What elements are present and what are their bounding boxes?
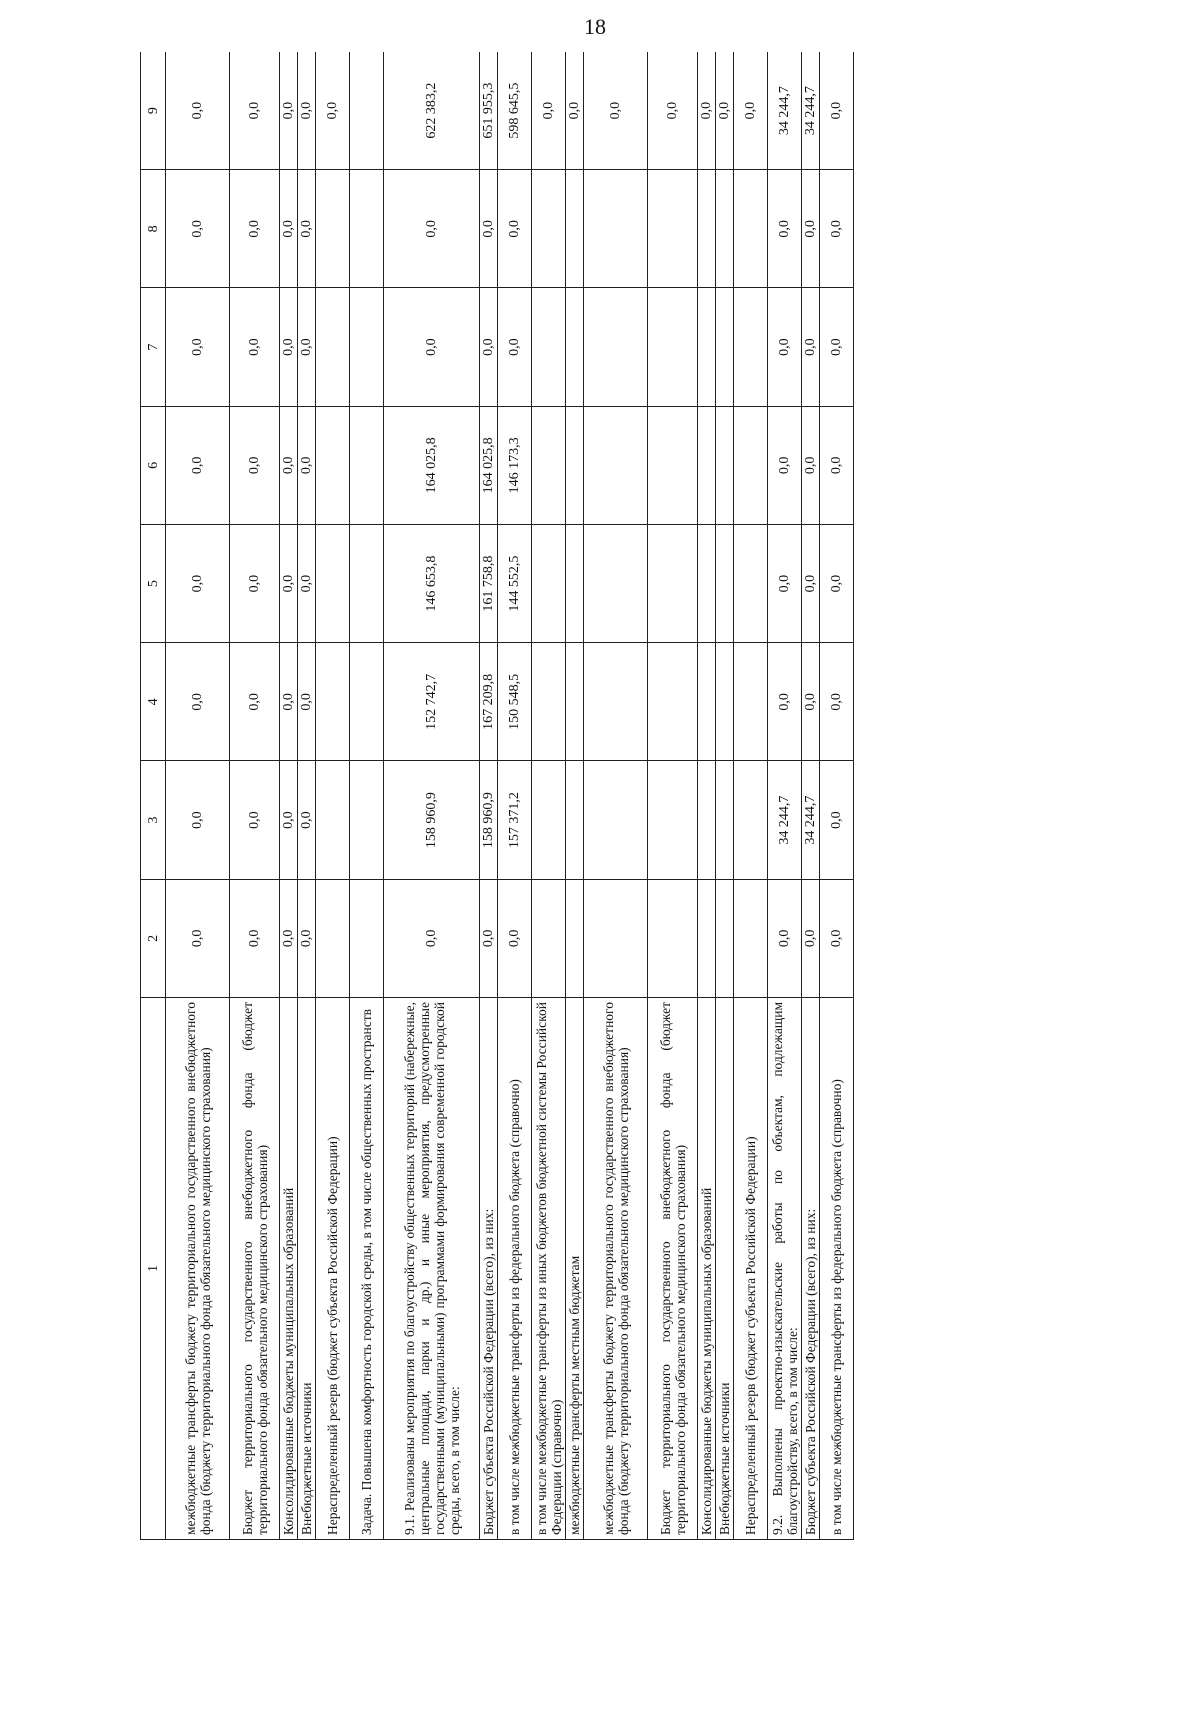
value-cell — [584, 288, 648, 406]
value-cell — [532, 879, 566, 997]
value-cell: 0,0 — [280, 879, 298, 997]
value-cell: 164 025,8 — [480, 406, 498, 524]
value-cell: 0,0 — [230, 879, 280, 997]
value-cell: 0,0 — [820, 288, 854, 406]
value-cell — [350, 288, 384, 406]
value-cell — [734, 643, 768, 761]
value-cell — [350, 879, 384, 997]
value-cell: 0,0 — [566, 52, 584, 170]
value-cell: 0,0 — [166, 170, 230, 288]
value-cell: 0,0 — [820, 170, 854, 288]
value-cell — [316, 170, 350, 288]
value-cell: 0,0 — [298, 406, 316, 524]
value-cell: 167 209,8 — [480, 643, 498, 761]
value-cell — [648, 761, 698, 879]
value-cell: 0,0 — [820, 406, 854, 524]
value-cell: 0,0 — [802, 879, 820, 997]
value-cell: 0,0 — [820, 879, 854, 997]
value-cell: 144 552,5 — [498, 525, 532, 643]
value-cell — [648, 288, 698, 406]
row-label: Нераспределенный резерв (бюджет субъекта Российской Федерации) — [316, 998, 350, 1540]
value-cell — [716, 288, 734, 406]
value-cell: 0,0 — [768, 879, 802, 997]
column-header: 8 — [141, 170, 166, 288]
value-cell: 0,0 — [384, 170, 480, 288]
row-label: в том числе межбюджетные трансферты из иных бюджетов бюджетной системы Российской Федерации (справочно) — [532, 998, 566, 1540]
value-cell — [566, 761, 584, 879]
value-cell: 34 244,7 — [768, 52, 802, 170]
value-cell — [316, 525, 350, 643]
row-label: Внебюджетные источники — [298, 998, 316, 1540]
table-row — [820, 52, 854, 1540]
table-row — [734, 52, 768, 1540]
table-row — [532, 52, 566, 1540]
value-cell — [584, 170, 648, 288]
value-cell — [566, 288, 584, 406]
column-header: 3 — [141, 761, 166, 879]
value-cell: 0,0 — [480, 288, 498, 406]
value-cell — [734, 879, 768, 997]
value-cell: 0,0 — [166, 879, 230, 997]
value-cell — [648, 879, 698, 997]
value-cell — [316, 879, 350, 997]
value-cell — [716, 879, 734, 997]
value-cell: 0,0 — [280, 525, 298, 643]
value-cell: 0,0 — [230, 52, 280, 170]
value-cell — [698, 879, 716, 997]
table-row — [230, 52, 280, 1540]
table-row — [316, 52, 350, 1540]
value-cell — [566, 170, 584, 288]
value-cell: 0,0 — [532, 52, 566, 170]
value-cell — [698, 643, 716, 761]
value-cell: 152 742,7 — [384, 643, 480, 761]
column-header: 4 — [141, 643, 166, 761]
value-cell: 0,0 — [280, 643, 298, 761]
value-cell: 651 955,3 — [480, 52, 498, 170]
value-cell: 0,0 — [820, 52, 854, 170]
value-cell — [584, 406, 648, 524]
rotated-table-container — [140, 52, 1064, 1540]
value-cell: 0,0 — [166, 288, 230, 406]
value-cell: 0,0 — [734, 52, 768, 170]
value-cell — [734, 170, 768, 288]
value-cell — [648, 170, 698, 288]
table-row — [648, 52, 698, 1540]
value-cell: 0,0 — [480, 170, 498, 288]
row-label: в том числе межбюджетные трансферты из федерального бюджета (справочно) — [820, 998, 854, 1540]
row-label: 9.2. Выполнены проектно-изыскательские работы по объектам, подлежащим благоустройству, всего, в том числе: — [768, 998, 802, 1540]
value-cell: 0,0 — [230, 761, 280, 879]
budget-table — [140, 52, 854, 1540]
value-cell: 0,0 — [498, 288, 532, 406]
row-label: Задача. Повышена комфортность городской среды, в том числе общественных пространств — [350, 998, 384, 1540]
value-cell — [734, 761, 768, 879]
value-cell: 0,0 — [498, 879, 532, 997]
value-cell: 146 173,3 — [498, 406, 532, 524]
table-row — [384, 52, 480, 1540]
value-cell: 34 244,7 — [768, 761, 802, 879]
table-row — [716, 52, 734, 1540]
value-cell: 0,0 — [298, 761, 316, 879]
value-cell: 0,0 — [802, 170, 820, 288]
value-cell: 158 960,9 — [384, 761, 480, 879]
column-header: 9 — [141, 52, 166, 170]
value-cell: 161 758,8 — [480, 525, 498, 643]
value-cell — [734, 288, 768, 406]
value-cell: 0,0 — [698, 52, 716, 170]
value-cell — [566, 525, 584, 643]
row-label: межбюджетные трансферты бюджету территориального государственного внебюджетного фонда (бюджету территориального фонда обязательного медицинского страхования) — [584, 998, 648, 1540]
table-row — [166, 52, 230, 1540]
value-cell: 0,0 — [166, 643, 230, 761]
value-cell — [698, 761, 716, 879]
value-cell: 0,0 — [802, 406, 820, 524]
table-row — [350, 52, 384, 1540]
table-row — [298, 52, 316, 1540]
value-cell — [532, 170, 566, 288]
table-row — [768, 52, 802, 1540]
value-cell: 0,0 — [768, 406, 802, 524]
value-cell: 150 548,5 — [498, 643, 532, 761]
value-cell: 0,0 — [298, 52, 316, 170]
row-label: Бюджет территориального государственного внебюджетного фонда (бюджет территориального фонда обязательного медицинского страхования) — [648, 998, 698, 1540]
value-cell: 34 244,7 — [802, 761, 820, 879]
value-cell — [648, 643, 698, 761]
table-row — [498, 52, 532, 1540]
row-label: Бюджет территориального государственного внебюджетного фонда (бюджет территориального фонда обязательного медицинского страхования) — [230, 998, 280, 1540]
value-cell: 0,0 — [820, 761, 854, 879]
column-header: 1 — [141, 998, 166, 1540]
value-cell — [584, 879, 648, 997]
value-cell — [350, 643, 384, 761]
value-cell — [532, 406, 566, 524]
value-cell — [698, 170, 716, 288]
row-label: Нераспределенный резерв (бюджет субъекта Российской Федерации) — [734, 998, 768, 1540]
value-cell — [716, 406, 734, 524]
table-row — [566, 52, 584, 1540]
value-cell: 0,0 — [280, 52, 298, 170]
value-cell — [648, 406, 698, 524]
value-cell — [584, 525, 648, 643]
value-cell: 164 025,8 — [384, 406, 480, 524]
value-cell: 0,0 — [166, 406, 230, 524]
value-cell: 0,0 — [768, 170, 802, 288]
table-row — [584, 52, 648, 1540]
column-header: 6 — [141, 406, 166, 524]
row-label: в том числе межбюджетные трансферты из федерального бюджета (справочно) — [498, 998, 532, 1540]
value-cell: 598 645,5 — [498, 52, 532, 170]
value-cell: 0,0 — [280, 170, 298, 288]
value-cell: 146 653,8 — [384, 525, 480, 643]
value-cell — [584, 761, 648, 879]
value-cell — [734, 525, 768, 643]
value-cell: 0,0 — [298, 288, 316, 406]
value-cell — [716, 170, 734, 288]
value-cell: 0,0 — [166, 761, 230, 879]
value-cell: 0,0 — [230, 288, 280, 406]
value-cell — [566, 406, 584, 524]
value-cell: 0,0 — [802, 288, 820, 406]
row-label: межбюджетные трансферты местным бюджетам — [566, 998, 584, 1540]
value-cell: 0,0 — [166, 525, 230, 643]
table-viewport — [140, 52, 1064, 1540]
value-cell: 0,0 — [498, 170, 532, 288]
row-label: Внебюджетные источники — [716, 998, 734, 1540]
value-cell — [716, 643, 734, 761]
table-header — [141, 52, 166, 1540]
value-cell — [316, 406, 350, 524]
value-cell: 0,0 — [298, 879, 316, 997]
value-cell — [698, 525, 716, 643]
value-cell — [350, 170, 384, 288]
value-cell: 0,0 — [820, 643, 854, 761]
value-cell: 158 960,9 — [480, 761, 498, 879]
value-cell: 0,0 — [768, 643, 802, 761]
value-cell: 0,0 — [230, 406, 280, 524]
column-header: 7 — [141, 288, 166, 406]
value-cell: 0,0 — [802, 525, 820, 643]
column-header: 5 — [141, 525, 166, 643]
page-number: 18 — [584, 14, 606, 39]
value-cell — [716, 761, 734, 879]
column-header: 2 — [141, 879, 166, 997]
value-cell: 622 383,2 — [384, 52, 480, 170]
value-cell — [584, 643, 648, 761]
value-cell: 0,0 — [802, 643, 820, 761]
value-cell — [350, 406, 384, 524]
value-cell — [566, 879, 584, 997]
table-row — [480, 52, 498, 1540]
value-cell — [350, 52, 384, 170]
value-cell: 0,0 — [298, 170, 316, 288]
value-cell: 0,0 — [298, 525, 316, 643]
row-label: межбюджетные трансферты бюджету территориального государственного внебюджетного фонда (бюджету территориального фонда обязательного медицинского страхования) — [166, 998, 230, 1540]
value-cell: 0,0 — [648, 52, 698, 170]
value-cell: 0,0 — [230, 525, 280, 643]
table-body — [166, 52, 854, 1540]
value-cell — [734, 406, 768, 524]
value-cell — [532, 643, 566, 761]
value-cell: 0,0 — [768, 525, 802, 643]
value-cell: 0,0 — [480, 879, 498, 997]
row-label: Бюджет субъекта Российской Федерации (всего), из них: — [802, 998, 820, 1540]
value-cell: 0,0 — [384, 288, 480, 406]
value-cell — [316, 761, 350, 879]
value-cell: 0,0 — [316, 52, 350, 170]
value-cell — [698, 288, 716, 406]
value-cell — [532, 761, 566, 879]
value-cell: 157 371,2 — [498, 761, 532, 879]
value-cell — [316, 288, 350, 406]
value-cell: 0,0 — [280, 406, 298, 524]
value-cell: 0,0 — [384, 879, 480, 997]
value-cell: 0,0 — [820, 525, 854, 643]
value-cell: 0,0 — [230, 170, 280, 288]
value-cell — [698, 406, 716, 524]
value-cell — [532, 525, 566, 643]
value-cell: 0,0 — [280, 288, 298, 406]
value-cell: 0,0 — [230, 643, 280, 761]
value-cell — [716, 525, 734, 643]
value-cell: 0,0 — [584, 52, 648, 170]
value-cell: 0,0 — [298, 643, 316, 761]
value-cell — [648, 525, 698, 643]
value-cell — [316, 643, 350, 761]
value-cell: 0,0 — [716, 52, 734, 170]
value-cell: 0,0 — [280, 761, 298, 879]
row-label: Бюджет субъекта Российской Федерации (всего), из них: — [480, 998, 498, 1540]
value-cell — [350, 525, 384, 643]
value-cell — [566, 643, 584, 761]
row-label: Консолидированные бюджеты муниципальных образований — [698, 998, 716, 1540]
row-label: 9.1. Реализованы мероприятия по благоустройству общественных территорий (набережные, центральные площади, парки и др.) и иные мероприятия, предусмотренные государственными (муниципальными) программами формирования современной городской среды, всего, в том числе: — [384, 998, 480, 1540]
value-cell — [350, 761, 384, 879]
value-cell: 34 244,7 — [802, 52, 820, 170]
header-row — [141, 52, 166, 1540]
row-label: Консолидированные бюджеты муниципальных образований — [280, 998, 298, 1540]
value-cell: 0,0 — [768, 288, 802, 406]
value-cell — [532, 288, 566, 406]
table-row — [698, 52, 716, 1540]
table-row — [802, 52, 820, 1540]
value-cell: 0,0 — [166, 52, 230, 170]
table-row — [280, 52, 298, 1540]
